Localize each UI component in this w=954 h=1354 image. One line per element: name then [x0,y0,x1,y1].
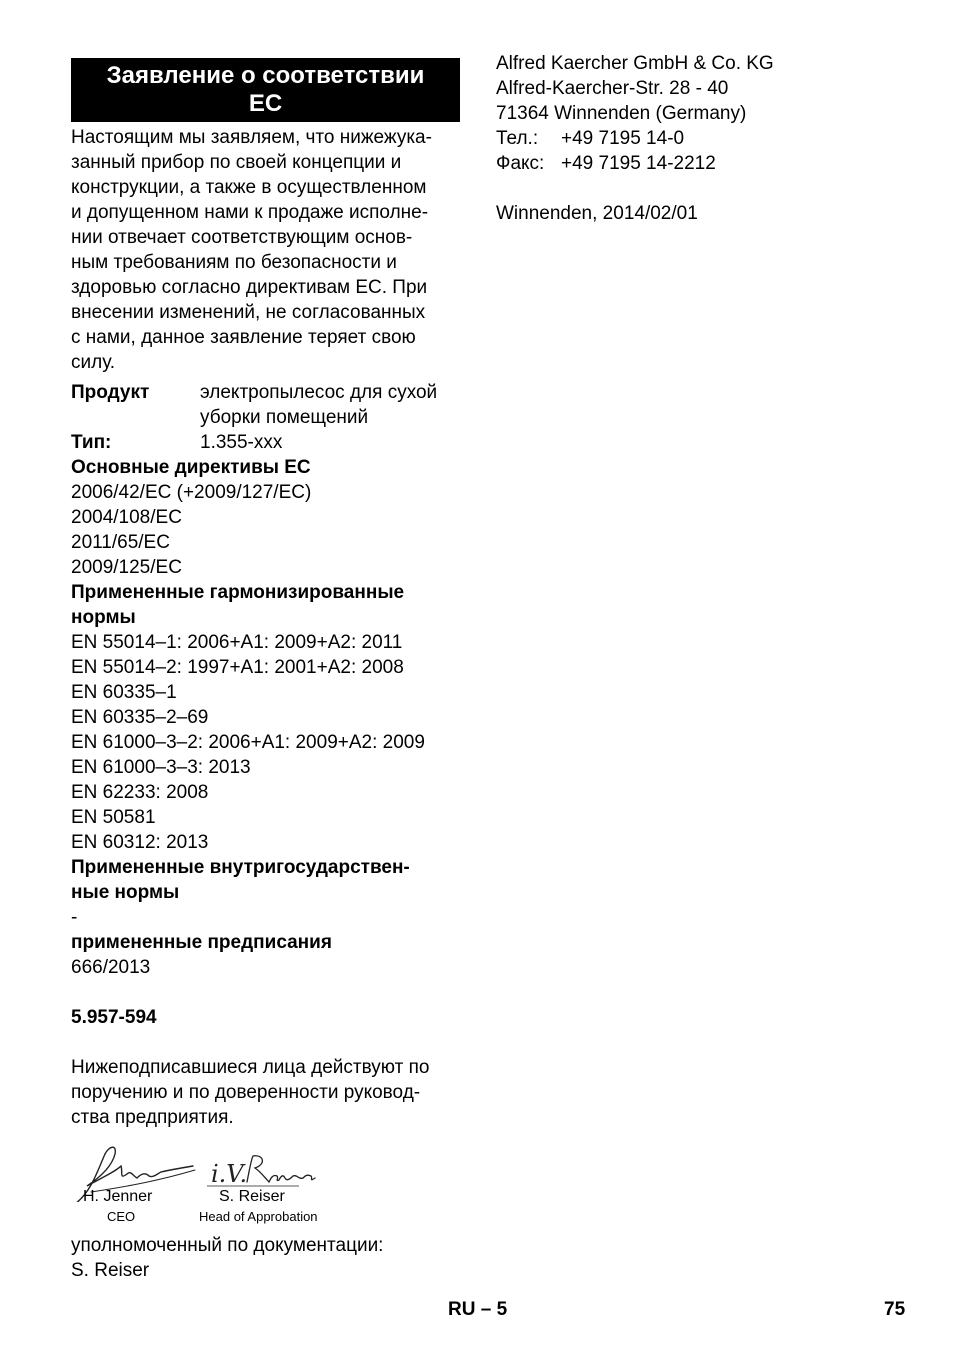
signatories-line: Нижеподписавшиеся лица действуют по [71,1057,430,1078]
authorized-block [71,1233,466,1283]
product-value-line2: уборки помещений [200,407,369,428]
intro-paragraph [71,125,466,375]
directive-item: 2011/65/EC [71,532,170,553]
directive-item: 2004/108/EC [71,507,182,528]
directives-heading: Основные директивы ЕС [71,457,311,478]
standard-item: EN 55014–1: 2006+A1: 2009+A2: 2011 [71,632,403,653]
signatories-line: поручению и по доверенности руковод- [71,1082,421,1103]
section-title-line2: ЕС [248,90,283,117]
national-heading-line1: Примененные внутригосударствен- [71,857,410,878]
intro-line: Настоящим мы заявляем, что нижежука- [71,127,432,148]
document-number: 5.957-594 [71,1007,157,1028]
place-date: Winnenden, 2014/02/01 [496,203,698,224]
product-value [200,380,466,430]
national-heading-line2: ные нормы [71,882,180,903]
phone-label: Тел.: [496,128,539,149]
type-row [71,430,466,455]
product-value-line1: электропылесос для сухой [200,382,438,403]
intro-line: внесении изменений, не согласованных [71,302,426,323]
footer-section-code: RU – 5 [448,1299,508,1320]
authorized-line2: S. Reiser [71,1260,150,1281]
signatures-block [71,1142,371,1232]
product-label: Продукт [71,382,150,403]
standard-item: EN 61000–3–3: 2013 [71,757,251,778]
section-title-line1: Заявление о соответствии [106,62,425,89]
company-phone-row [496,126,916,151]
signature-reiser-prefix: i.V. [211,1160,248,1188]
authorized-line1: уполномоченный по документации: [71,1235,384,1256]
intro-line: и допущенном нами к продаже исполне- [71,202,429,223]
company-name: Alfred Kaercher GmbH & Co. KG [496,53,774,74]
fax-label: Факс: [496,153,545,174]
directive-item: 2009/125/EC [71,557,182,578]
company-fax-row [496,151,916,176]
type-label: Тип: [71,432,112,453]
company-street: Alfred-Kaercher-Str. 28 - 40 [496,78,729,99]
signatory-left-role: CEO [107,1209,136,1224]
harmonized-heading-line1: Примененные гармонизированные [71,582,405,603]
intro-line: нии отвечает соответствующим основ- [71,227,413,248]
company-city: 71364 Winnenden (Germany) [496,103,747,124]
national-value: - [71,907,78,928]
signatories-line: ства предприятия. [71,1107,234,1128]
company-address [496,51,916,226]
intro-line: ным требованиям по безопасности и [71,252,397,273]
directive-item: 2006/42/EC (+2009/127/EC) [71,482,312,503]
intro-line: конструкции, а также в осуществленном [71,177,427,198]
signatory-right-name: S. Reiser [219,1188,285,1205]
phone-value: +49 7195 14-0 [561,128,685,149]
intro-line: здоровью согласно директивам ЕС. При [71,277,428,298]
standard-item: EN 60335–1 [71,682,177,703]
type-value: 1.355-xxx [200,432,283,453]
intro-line: занный прибор по своей концепции и [71,152,402,173]
intro-line: с нами, данное заявление теряет свою [71,327,416,348]
left-column [71,125,466,1130]
section-title [71,58,460,122]
regulations-heading: примененные предписания [71,932,332,953]
standard-item: EN 50581 [71,807,156,828]
product-row [71,380,466,430]
standard-item: EN 60312: 2013 [71,832,209,853]
signatory-right-role: Head of Approbation [199,1209,318,1224]
harmonized-heading-line2: нормы [71,607,136,628]
fax-value: +49 7195 14-2212 [561,153,716,174]
footer-page-number: 75 [884,1299,906,1320]
signatory-left-name: H. Jenner [83,1188,153,1205]
standard-item: EN 62233: 2008 [71,782,209,803]
standard-item: EN 55014–2: 1997+A1: 2001+A2: 2008 [71,657,404,678]
regulations-value: 666/2013 [71,957,151,978]
intro-line: силу. [71,352,116,373]
standard-item: EN 61000–3–2: 2006+A1: 2009+A2: 2009 [71,732,425,753]
standard-item: EN 60335–2–69 [71,707,209,728]
